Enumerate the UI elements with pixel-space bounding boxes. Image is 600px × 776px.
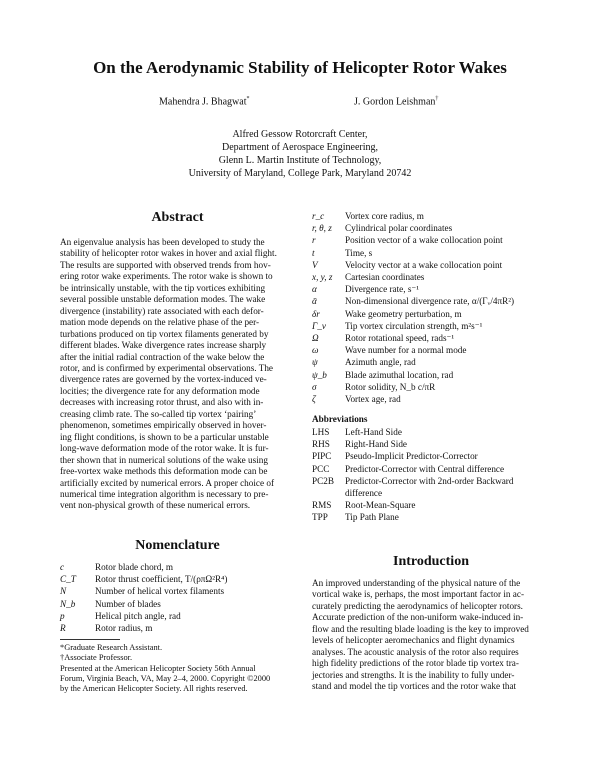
text-line: curately predicting the aerodynamics of helicopter rotors.	[312, 600, 523, 611]
text-line: long-wave deformation mode of the rotor wake. It is fur-	[60, 443, 269, 454]
definition-row	[312, 211, 550, 223]
text-line: stand and model the tip vortices and the rotor wake that	[312, 681, 517, 692]
footnote: †Associate Professor.	[60, 653, 133, 663]
affiliation-line: Alfred Gessow Rotorcraft Center,	[232, 129, 368, 140]
definition-symbol: Ω	[312, 333, 319, 343]
definition-text: difference	[345, 488, 383, 498]
text-line: after the initial radial contraction of the wake below the	[60, 351, 265, 362]
text-line: stability of helicopter rotor wakes in hover and axial flight.	[60, 248, 277, 259]
text-line: different blades. Wake divergence rates increase sharply	[60, 340, 267, 351]
text-line: phenomenon, sometimes empirically observed in hover-	[60, 420, 267, 431]
definition-row	[60, 599, 295, 611]
footnote: Presented at the American Helicopter Society 56th Annual	[60, 663, 256, 673]
definition-row	[312, 248, 550, 260]
footnote: Forum, Virginia Beach, VA, May 2–4, 2000. Copyright ©2000	[60, 673, 271, 683]
definition-row	[312, 464, 550, 476]
definition-symbol: N	[60, 586, 67, 597]
text-line: The results are supported with observed trends from hov-	[60, 259, 271, 270]
definition-symbol: RHS	[312, 439, 330, 450]
definition-row	[312, 488, 550, 500]
definition-row	[60, 574, 295, 586]
definition-text: Vortex core radius, m	[345, 211, 424, 221]
definition-symbol: C_T	[60, 574, 76, 585]
text-line: divergence rates are governed by the vortex-induced ve-	[60, 374, 267, 385]
definition-symbol: LHS	[312, 427, 330, 437]
definition-text: Left-Hand Side	[345, 427, 402, 437]
definition-row	[312, 476, 550, 488]
definition-text: Wake geometry perturbation, m	[345, 308, 462, 319]
definition-text: Root-Mean-Square	[345, 500, 416, 511]
definition-symbol: ψ_b	[312, 369, 327, 380]
nomenclature-heading: Nomenclature	[135, 538, 220, 553]
definition-text: Rotor blade chord, m	[95, 562, 174, 572]
definition-text: Cartesian coordinates	[345, 272, 425, 282]
definition-text: Blade azimuthal location, rad	[345, 369, 454, 380]
definition-row	[312, 260, 550, 272]
definition-symbol: Γ_v	[312, 320, 326, 331]
definition-text: Helical pitch angle, rad	[95, 610, 181, 621]
definition-text: Divergence rate, s⁻¹	[345, 284, 420, 295]
definition-row	[312, 357, 550, 369]
definition-symbol: δr⃗	[312, 308, 327, 319]
definition-symbol: r, θ, z	[312, 223, 332, 234]
definition-row	[312, 345, 550, 357]
definition-symbol: PIPC	[312, 451, 332, 462]
text-line: be intrinsically unstable, with the tip vortices exhibiting	[60, 282, 266, 293]
definition-row	[312, 284, 550, 296]
definition-symbol: R	[60, 623, 66, 633]
footnote: by the American Helicopter Society. All rights reserved.	[60, 684, 248, 694]
definition-row	[312, 223, 550, 235]
affiliation-line: Glenn L. Martin Institute of Technology,	[218, 155, 382, 166]
definition-row	[312, 272, 550, 284]
definition-row	[312, 427, 550, 439]
definition-symbol: ᾱ	[312, 296, 317, 307]
definition-row	[312, 451, 550, 463]
text-line: An eigenvalue analysis has been developed to study the	[60, 237, 265, 247]
text-line: decreases with increasing rotor thrust, and also with in-	[60, 397, 264, 408]
definition-text: Velocity vector at a wake collocation point	[345, 259, 503, 270]
footnotes	[60, 643, 270, 694]
definition-symbol: r_c	[312, 211, 325, 221]
definition-row	[312, 394, 550, 406]
text-line: rotor, and is confirmed by experimental observations. The	[60, 362, 274, 373]
text-line: divergence (instability) rate associated with each defor-	[60, 305, 264, 316]
text-line: analyses. The acoustic analysis of the rotor also requires	[312, 646, 519, 657]
definition-text: Right-Hand Side	[345, 439, 408, 450]
definition-symbol: t	[312, 247, 315, 258]
text-line: ing flight conditions, is shown to be a particular unstable	[60, 431, 269, 442]
definition-text: Number of helical vortex filaments	[95, 586, 225, 597]
text-line: vent non-physical growth of these numerical errors.	[60, 500, 251, 511]
definition-row	[312, 235, 550, 247]
affiliation-line: Department of Aerospace Engineering,	[221, 142, 379, 153]
text-line: flow and the resulting blade loading is the key to improved	[312, 623, 529, 634]
definition-symbol: PCC	[312, 463, 330, 474]
definition-text: Rotor thrust coefficient, T/(ρπΩ²R⁴)	[95, 574, 228, 585]
affiliation-line: University of Maryland, College Park, Maryland 20742	[188, 168, 412, 179]
definition-row	[60, 611, 295, 623]
text-line: ther shown that in numerical solutions of the wake using	[60, 454, 268, 465]
definition-text: Pseudo-Implicit Predictor-Corrector	[345, 451, 478, 462]
definition-text: Cylindrical polar coordinates	[345, 223, 453, 234]
text-line: creasing climb rate. The so-called tip vortex ‘pairing’	[60, 408, 257, 419]
definition-text: Position vector of a wake collocation point	[345, 235, 503, 246]
abbreviations-heading: Abbreviations	[312, 414, 368, 424]
abbreviation-list	[312, 427, 550, 527]
definition-row	[312, 500, 550, 512]
text-line: mation mode depends on the relative phase of the per-	[60, 317, 260, 328]
text-line: free-vortex wake methods this deformation mode can be	[60, 466, 268, 477]
text-line: vortical wake is, perhaps, the most important factor in ac-	[312, 589, 525, 600]
introduction-body	[312, 578, 550, 693]
introduction-heading: Introduction	[393, 554, 469, 569]
definition-row	[312, 370, 550, 382]
definition-symbol: α	[312, 284, 317, 295]
definition-symbol: TPP	[312, 512, 328, 523]
definition-row	[312, 296, 550, 308]
definition-symbol: c	[60, 562, 65, 572]
definition-text: Rotor solidity, N_b c/πR	[345, 381, 436, 392]
definition-row	[312, 333, 550, 345]
text-line: jectories and strengths. It is the inability to fully under-	[312, 669, 515, 680]
definition-symbol: σ	[312, 381, 317, 392]
nomenclature-list	[60, 562, 295, 637]
abstract-body	[60, 237, 295, 512]
footnote: *Graduate Research Assistant.	[60, 643, 163, 652]
definition-text: Vortex age, rad	[345, 394, 401, 404]
definition-symbol: ω	[312, 345, 319, 356]
definition-text: Predictor-Corrector with Central difference	[345, 463, 505, 474]
definition-text: Time, s	[345, 247, 373, 258]
definition-symbol: RMS	[312, 500, 332, 511]
abstract-heading: Abstract	[151, 210, 204, 225]
definition-symbol: PC2B	[312, 475, 334, 486]
text-line: turbations produced on tip vortex filaments generated by	[60, 328, 269, 339]
definition-symbol: r⃗	[312, 235, 323, 246]
definition-row	[60, 623, 295, 635]
text-line: numerical time integration algorithm is necessary to pre-	[60, 488, 269, 499]
text-line: high fidelity predictions of the rotor blade tip vortex tra-	[312, 658, 519, 669]
symbol-list	[312, 211, 550, 406]
definition-text: Azimuth angle, rad	[345, 357, 416, 368]
definition-text: Tip vortex circulation strength, m²s⁻¹	[345, 320, 483, 331]
definition-row	[312, 321, 550, 333]
definition-text: Number of blades	[95, 598, 161, 609]
definition-row	[60, 562, 295, 574]
author-1: Mahendra J. Bhagwat*	[159, 96, 250, 108]
definition-symbol: V⃗	[312, 259, 325, 270]
definition-symbol: ψ	[312, 357, 318, 368]
footnote-rule	[60, 639, 120, 640]
definition-symbol: x, y, z	[312, 272, 333, 282]
text-line: levels of helicopter aeromechanics and flight dynamics	[312, 635, 515, 646]
definition-row	[312, 309, 550, 321]
author-2: J. Gordon Leishman†	[354, 96, 439, 108]
paper-title: On the Aerodynamic Stability of Helicopter Rotor Wakes	[93, 58, 507, 77]
definition-row	[312, 439, 550, 451]
text-line: locities; the divergence rate for any deformation mode	[60, 385, 260, 396]
definition-text: Wave number for a normal mode	[345, 345, 467, 356]
definition-symbol: N_b	[60, 598, 76, 609]
affiliation	[0, 128, 600, 180]
definition-text: Rotor radius, m	[95, 623, 153, 633]
text-line: several possible unstable deformation modes. The wake	[60, 294, 266, 305]
definition-row	[312, 512, 550, 524]
definition-text: Predictor-Corrector with 2nd-order Backward	[345, 475, 514, 486]
text-line: ering rotor wake experiments. The rotor wake is shown to	[60, 271, 273, 282]
definition-text: Non-dimensional divergence rate, α/(Γᵥ/4πR²)	[345, 296, 515, 307]
definition-symbol: p	[60, 610, 65, 621]
definition-text: Rotor rotational speed, rads⁻¹	[345, 333, 455, 343]
definition-row	[60, 586, 295, 598]
text-line: artificially excited by numerical errors. A proper choice of	[60, 477, 275, 488]
text-line: Accurate prediction of the non-uniform wake-induced in-	[312, 612, 524, 623]
definition-text: Tip Path Plane	[345, 512, 399, 523]
definition-row	[312, 382, 550, 394]
definition-symbol: ζ	[312, 394, 316, 404]
text-line: An improved understanding of the physical nature of the	[312, 578, 521, 588]
